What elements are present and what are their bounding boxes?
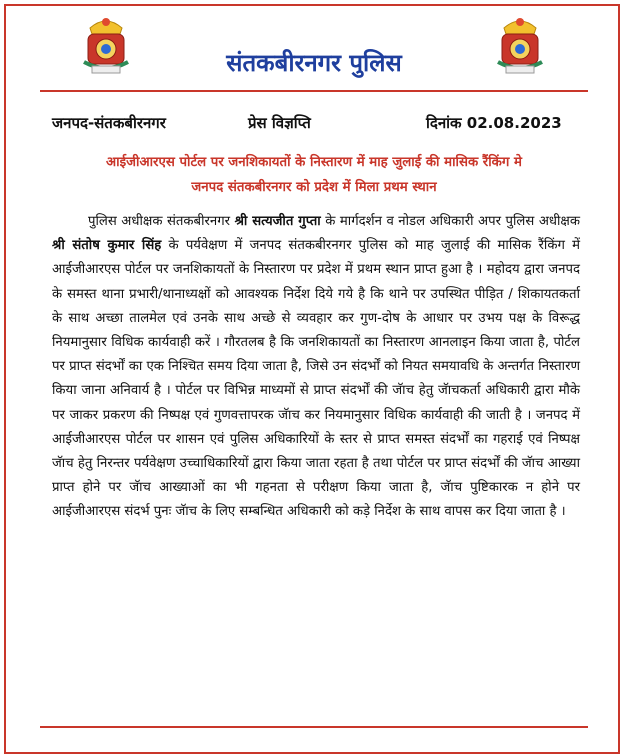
headline-line-2: जनपद संतकबीरनगर को प्रदेश में मिला प्रथम स्थान [191, 180, 437, 195]
body-paragraph [52, 210, 580, 525]
date-label: दिनांक 02.08.2023 [426, 114, 562, 132]
header-divider [40, 90, 588, 92]
sp-name: श्री सत्यजीत गुप्ता [234, 214, 321, 229]
body-text-3: के पर्यवेक्षण में जनपद संतकबीरनगर पुलिस को माह जुलाई की मासिक रैंकिंग में आईजीआरएस पोर्टल पर जनशिकायतों के निस्तारण पर प्रदेश में प्रथम स्थान प्राप्त हुआ है । महोदय द्वारा जनपद के समस्त थाना प्रभारी/थानाध्यक्षों को आवश्यक निर्देश दिये गये है कि थाने पर उपस्थित पीड़ित / शिकायतकर्ता के साथ अच्छा तालमेल एवं उनके साथ अच्छे से व्यवहार कर गुण-दोष के आधार पर उभय पक्ष के विरूद्ध नियमानुसार विधिक कार्यवाही करें । गौरतलब है कि जनशिकायतों का निस्तारण आनलाइन किया जाता है, पोर्टल पर प्राप्त संदर्भों का एक निश्चित समय दिया जाता है, जिसे उन संदर्भों को नियत समयावधि के अन्तर्गत निस्तारण किया जाना अनिवार्य है । पोर्टल पर विभिन्न माध्यमों से प्राप्त संदर्भों की जॅाच हेतु जॅाचकर्ता अधिकारी द्वारा मौके पर जाकर प्रकरण की निष्पक्ष एवं गुणवत्तापरक जॅाच कर नियमानुसार विधिक कार्यवाही की जाती है । जनपद में आईजीआरएस पोर्टल पर शासन एवं पुलिस अधिकारियों के स्तर से प्राप्त समस्त संदर्भों का गहराई एवं निष्पक्ष जॅाच हेतु निरन्तर पर्यवेक्षण उच्चाधिकारियों द्वारा किया जाता रहता है तथा पोर्टल पर प्राप्त संदर्भों की जॅाच आख्या प्राप्त होने पर जॅाच आख्याओं का भी गहनता से परीक्षण किया जाता है, जॅाच पुष्टिकारक न होने पर आईजीआरएस संदर्भ पुनः जॅाच के लिए सम्बन्धित अधिकारी को कड़े निर्देश के साथ वापस कर दिया जाता है । [52, 238, 580, 520]
body-text-1: पुलिस अधीक्षक संतकबीरनगर [88, 214, 235, 229]
footer-divider [40, 726, 588, 728]
document-type: प्रेस विज्ञप्ति [248, 114, 311, 132]
headline-line-1: आईजीआरएस पोर्टल पर जनशिकायतों के निस्तारण में माह जुलाई की मासिक रैंकिंग मे [106, 155, 522, 170]
page-title: संतकबीरनगर पुलिस [226, 49, 402, 77]
headline [40, 150, 588, 200]
district-label: जनपद-संतकबीरनगर [52, 114, 166, 132]
body-text-2: के मार्गदर्शन व नोडल अधिकारी अपर पुलिस अधीक्षक [320, 214, 581, 229]
asp-name: श्री संतोष कुमार सिंह [52, 238, 162, 254]
